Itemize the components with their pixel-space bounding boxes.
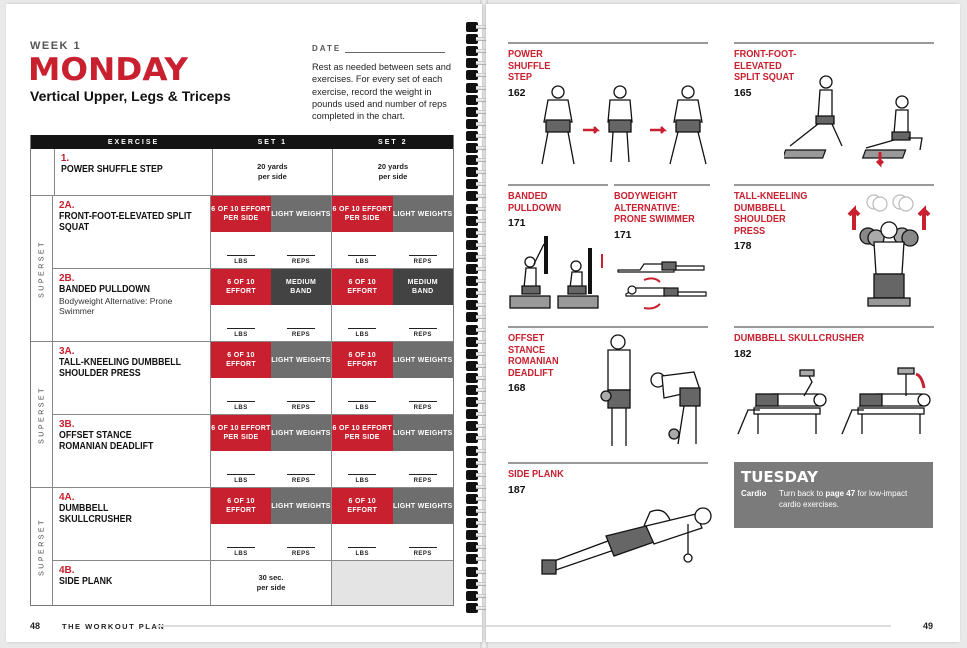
lbs-entry[interactable]: LBS bbox=[211, 451, 271, 487]
reps-entry[interactable]: REPS bbox=[271, 524, 331, 560]
reps-entry[interactable]: REPS bbox=[271, 378, 331, 414]
load-badge: LIGHT WEIGHTS bbox=[271, 196, 331, 232]
card-title: TALL-KNEELING DUMBBELL SHOULDER PRESS bbox=[734, 191, 808, 237]
table-row bbox=[53, 560, 453, 605]
table-row bbox=[53, 196, 453, 268]
lbs-entry[interactable]: LBS bbox=[211, 232, 271, 268]
load-badge: MEDIUM BAND bbox=[271, 269, 331, 305]
prone-swimmer-illustration-icon bbox=[614, 254, 710, 314]
exercise-number: 2A. bbox=[59, 200, 75, 211]
effort-badge: 6 OF 10 EFFORT bbox=[332, 269, 393, 305]
exercise-number: 2B. bbox=[59, 273, 75, 284]
exercise-name: BANDED PULLDOWN bbox=[59, 284, 150, 295]
exercise-name: TALL-KNEELING DUMBBELL SHOULDER PRESS bbox=[59, 357, 181, 379]
callout-category: Cardio bbox=[741, 489, 767, 498]
week-label: WEEK 1 bbox=[30, 40, 82, 52]
card-title: BODYWEIGHT ALTERNATIVE: PRONE SWIMMER bbox=[614, 191, 695, 225]
exercise-number: 1. bbox=[60, 153, 70, 164]
set-2-blank bbox=[332, 561, 453, 605]
lbs-entry[interactable]: LBS bbox=[332, 378, 393, 414]
date-write-line bbox=[345, 47, 445, 53]
load-badge: LIGHT WEIGHTS bbox=[393, 196, 454, 232]
left-page bbox=[6, 4, 482, 642]
date-field bbox=[312, 44, 445, 53]
exercise-name: POWER SHUFFLE STEP bbox=[60, 164, 163, 175]
effort-badge: 6 OF 10 EFFORT bbox=[211, 269, 271, 305]
superset-label: SUPERSET bbox=[38, 517, 45, 576]
lbs-entry[interactable]: LBS bbox=[211, 378, 271, 414]
load-badge: LIGHT WEIGHTS bbox=[393, 415, 454, 451]
page-reference-link: page 47 bbox=[825, 489, 856, 498]
header-exercise: EXERCISE bbox=[107, 138, 160, 146]
card-title: SIDE PLANK bbox=[508, 469, 564, 480]
reps-entry[interactable]: REPS bbox=[271, 232, 331, 268]
page-number-right: 49 bbox=[923, 621, 934, 631]
romanian-deadlift-illustration-icon bbox=[598, 334, 708, 454]
table-row bbox=[53, 342, 453, 414]
rest-instructions: Rest as needed between sets and exercises. For every set of each exercise, record the weight in pounds used and number of reps completed in the chart. bbox=[312, 62, 451, 122]
footer-rule bbox=[486, 625, 891, 627]
effort-badge: 6 OF 10 EFFORT PER SIDE bbox=[211, 415, 271, 451]
load-badge: LIGHT WEIGHTS bbox=[393, 488, 454, 524]
superset-group-4 bbox=[31, 487, 453, 605]
card-page-ref: 171 bbox=[614, 228, 632, 241]
load-badge: LIGHT WEIGHTS bbox=[271, 488, 331, 524]
lbs-entry[interactable]: LBS bbox=[332, 451, 393, 487]
effort-badge: 6 OF 10 EFFORT bbox=[332, 488, 393, 524]
exercise-card-front-foot-elevated-split-squat bbox=[734, 42, 934, 99]
card-title: FRONT-FOOT-ELEVATED SPLIT SQUAT bbox=[734, 49, 797, 83]
lbs-entry[interactable]: LBS bbox=[332, 232, 393, 268]
reps-entry[interactable]: REPS bbox=[393, 524, 454, 560]
effort-badge: 6 OF 10 EFFORT bbox=[332, 342, 393, 378]
callout-day-title: TUESDAY bbox=[741, 468, 818, 486]
exercise-number: 3A. bbox=[59, 346, 75, 357]
card-title: OFFSET STANCE ROMANIAN DEADLIFT bbox=[508, 333, 559, 379]
header-set-2: SET 2 bbox=[378, 138, 408, 146]
card-page-ref: 171 bbox=[508, 217, 526, 229]
skullcrusher-illustration-icon bbox=[734, 366, 934, 446]
effort-badge: 6 OF 10 EFFORT PER SIDE bbox=[332, 196, 393, 232]
section-title: THE WORKOUT PLAN bbox=[62, 622, 166, 631]
exercise-alternative: Bodyweight Alternative: Prone Swimmer bbox=[59, 296, 173, 316]
effort-badge: 6 OF 10 EFFORT bbox=[211, 488, 271, 524]
exercise-name: FRONT-FOOT-ELEVATED SPLIT SQUAT bbox=[59, 211, 192, 233]
effort-badge: 6 OF 10 EFFORT bbox=[211, 342, 271, 378]
card-title: BANDED PULLDOWN bbox=[508, 191, 562, 214]
exercise-number: 3B. bbox=[59, 419, 75, 430]
reps-entry[interactable]: REPS bbox=[271, 305, 331, 341]
table-header bbox=[31, 135, 453, 149]
card-page-ref: 162 bbox=[508, 86, 526, 99]
exercise-card-prone-swimmer bbox=[614, 184, 710, 241]
card-page-ref: 182 bbox=[734, 347, 752, 360]
day-title: MONDAY bbox=[28, 52, 188, 88]
superset-label: SUPERSET bbox=[38, 239, 45, 298]
card-page-ref: 178 bbox=[734, 240, 752, 252]
exercise-card-offset-stance-rdl bbox=[508, 326, 708, 394]
effort-badge: 6 OF 10 EFFORT PER SIDE bbox=[211, 196, 271, 232]
load-badge: LIGHT WEIGHTS bbox=[271, 342, 331, 378]
lbs-entry[interactable]: LBS bbox=[332, 305, 393, 341]
exercise-card-dumbbell-skullcrusher bbox=[734, 326, 934, 360]
shoulder-press-illustration-icon bbox=[844, 190, 934, 320]
card-title: POWER SHUFFLE STEP bbox=[508, 49, 551, 83]
banded-pulldown-illustration-icon bbox=[508, 234, 608, 314]
table-row bbox=[31, 149, 453, 195]
callout-text: Turn back to page 47 for low-impact cardio exercises. bbox=[779, 489, 908, 509]
exercise-card-side-plank bbox=[508, 462, 708, 496]
lbs-entry[interactable]: LBS bbox=[211, 305, 271, 341]
set-2-prescription: 20 yards per side bbox=[377, 162, 409, 181]
split-squat-illustration-icon bbox=[784, 72, 934, 172]
card-page-ref: 187 bbox=[508, 483, 526, 496]
table-row bbox=[53, 268, 453, 341]
right-page bbox=[486, 4, 960, 642]
power-shuffle-illustration-icon bbox=[538, 82, 718, 170]
card-page-ref: 165 bbox=[734, 86, 752, 99]
load-badge: LIGHT WEIGHTS bbox=[393, 342, 454, 378]
exercise-name: OFFSET STANCE ROMANIAN DEADLIFT bbox=[59, 430, 154, 452]
date-label: DATE bbox=[312, 44, 342, 53]
next-day-callout bbox=[734, 462, 933, 528]
load-badge: LIGHT WEIGHTS bbox=[271, 415, 331, 451]
lbs-entry[interactable]: LBS bbox=[332, 524, 393, 560]
lbs-entry[interactable]: LBS bbox=[211, 524, 271, 560]
card-page-ref: 168 bbox=[508, 382, 526, 394]
load-badge: MEDIUM BAND bbox=[393, 269, 454, 305]
workout-table bbox=[30, 135, 454, 606]
workout-subtitle: Vertical Upper, Legs & Triceps bbox=[30, 88, 231, 104]
exercise-card-banded-pulldown bbox=[508, 184, 608, 229]
exercise-number: 4B. bbox=[59, 565, 75, 576]
footer-rule bbox=[156, 625, 482, 627]
exercise-number: 4A. bbox=[59, 492, 75, 503]
exercise-name: SIDE PLANK bbox=[59, 576, 113, 587]
page-number-left: 48 bbox=[30, 621, 41, 631]
table-row bbox=[53, 488, 453, 560]
table-row bbox=[53, 414, 453, 487]
exercise-card-tall-kneeling-shoulder-press bbox=[734, 184, 934, 252]
side-plank-illustration-icon bbox=[538, 502, 718, 582]
set-1-prescription: 20 yards per side bbox=[257, 162, 288, 181]
reps-entry[interactable]: REPS bbox=[393, 305, 454, 341]
reps-entry[interactable]: REPS bbox=[393, 378, 454, 414]
reps-entry[interactable]: REPS bbox=[271, 451, 331, 487]
superset-group-3 bbox=[31, 341, 453, 487]
reps-entry[interactable]: REPS bbox=[393, 451, 454, 487]
reps-entry[interactable]: REPS bbox=[393, 232, 454, 268]
superset-label: SUPERSET bbox=[38, 385, 45, 444]
header-set-1: SET 1 bbox=[257, 138, 288, 146]
exercise-card-power-shuffle-step bbox=[508, 42, 708, 99]
card-title: DUMBBELL SKULLCRUSHER bbox=[734, 333, 865, 344]
exercise-name: DUMBBELL SKULLCRUSHER bbox=[59, 503, 132, 525]
effort-badge: 6 OF 10 EFFORT PER SIDE bbox=[332, 415, 393, 451]
set-1-prescription: 30 sec. per side bbox=[256, 573, 286, 592]
superset-group-2 bbox=[31, 195, 453, 341]
